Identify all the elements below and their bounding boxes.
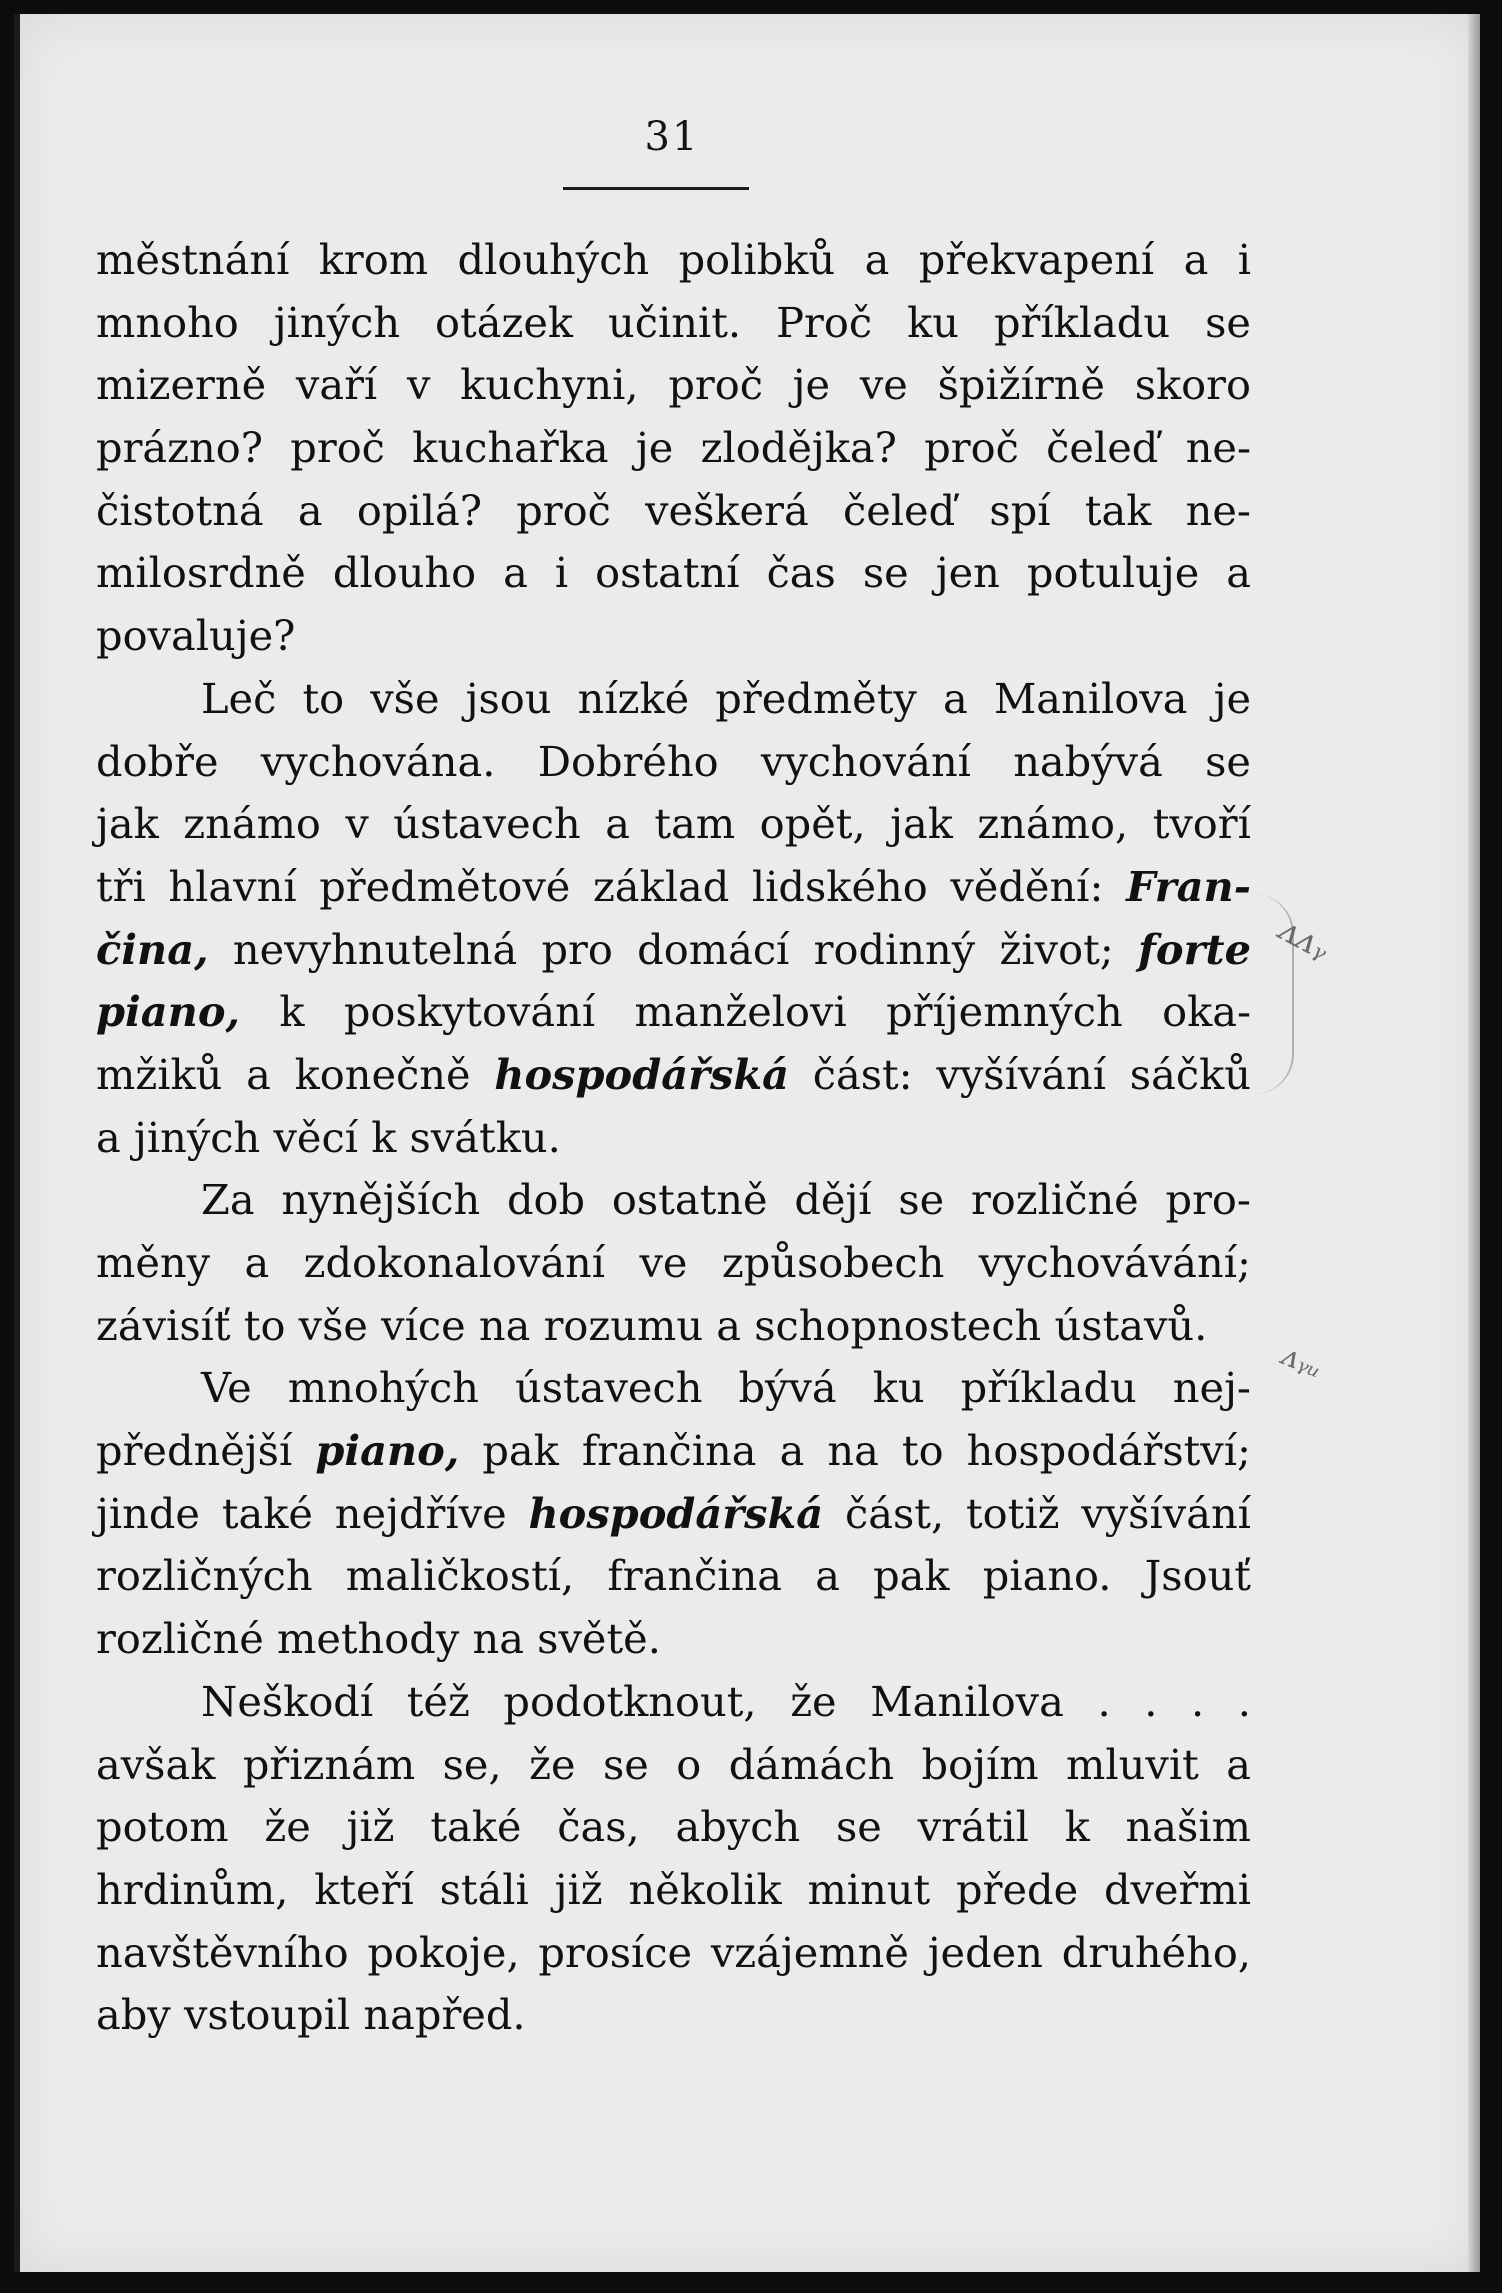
page-edge: [1468, 14, 1480, 2272]
text-line: městnání krom dlouhých polibků a překvapení a i: [96, 235, 1251, 284]
text-line: prázno? proč kuchařka je zlodějka? proč čeleď ne-: [96, 423, 1251, 473]
handwritten-note: ᴧᵧᵤ: [1276, 1337, 1328, 1386]
text-line: hrdinům, kteří stáli již několik minut přede dveřmi: [96, 1864, 1252, 1914]
text-line: přednější piano, pak frančina a na to hospodářství;: [96, 1426, 1251, 1476]
text-line: dobře vychována. Dobrého vychování nabývá se: [96, 736, 1251, 786]
text-line: milosrdně dlouho a i ostatní čas se jen potuluje a: [96, 548, 1252, 598]
text-line: aby vstoupil napřed.: [96, 1990, 526, 2040]
text-line: závisíť to vše více na rozumu a schopnostech ústavů.: [96, 1300, 1208, 1350]
text-line: Neškodí též podotknout, že Manilova . . . .: [201, 1676, 1251, 1726]
text-line: měny a zdokonalování ve způsobech vychovávání;: [96, 1238, 1251, 1287]
text-line: rozličných maličkostí, frančina a pak piano. Jsouť: [96, 1551, 1251, 1601]
book-page: [14, 14, 1480, 2272]
text-line: mizerně vaří v kuchyni, proč je ve špižírně skoro: [96, 360, 1251, 410]
text-line: povaluje?: [96, 611, 296, 661]
text-line: navštěvního pokoje, prosíce vzájemně jeden druhého,: [96, 1927, 1252, 1977]
text-line: Leč to vše jsou nízké předměty a Manilova je: [201, 673, 1252, 723]
text-line: jak známo v ústavech a tam opět, jak známo, tvoří: [96, 799, 1251, 849]
text-line: čistotná a opilá? proč veškerá čeleď spí tak ne-: [96, 485, 1251, 535]
body-text: [96, 229, 1251, 2047]
page-spine-shadow: [14, 14, 20, 2272]
text-line: a jiných věcí k svátku.: [96, 1112, 561, 1162]
text-line: čina, nevyhnutelná pro domácí rodinný život; forte: [96, 924, 1252, 974]
text-line: piano, k poskytování manželovi příjemných oka-: [96, 987, 1251, 1037]
handwritten-note: ᴧᴧᵧ: [1272, 909, 1337, 969]
page-header: [14, 114, 1480, 204]
text-line: jinde také nejdříve hospodářská část, totiž vyšívání: [96, 1488, 1251, 1538]
page-number: 31: [644, 114, 700, 160]
text-line: tři hlavní předmětové základ lidského vědění: Fran-: [96, 861, 1251, 911]
text-line: Za nynějších dob ostatně dějí se rozličné pro-: [201, 1175, 1251, 1225]
text-line: mnoho jiných otázek učinit. Proč ku příkladu se: [96, 297, 1251, 347]
text-line: potom že již také čas, abych se vrátil k našim: [96, 1802, 1251, 1852]
text-line: mžiků a konečně hospodářská část: vyšívání sáčků: [96, 1049, 1251, 1099]
text-line: avšak přiznám se, že se o dámách bojím mluvit a: [96, 1739, 1251, 1789]
header-rule: [563, 187, 749, 190]
text-line: Ve mnohých ústavech bývá ku příkladu nej-: [201, 1363, 1251, 1413]
text-line: rozličné methody na světě.: [96, 1614, 661, 1664]
